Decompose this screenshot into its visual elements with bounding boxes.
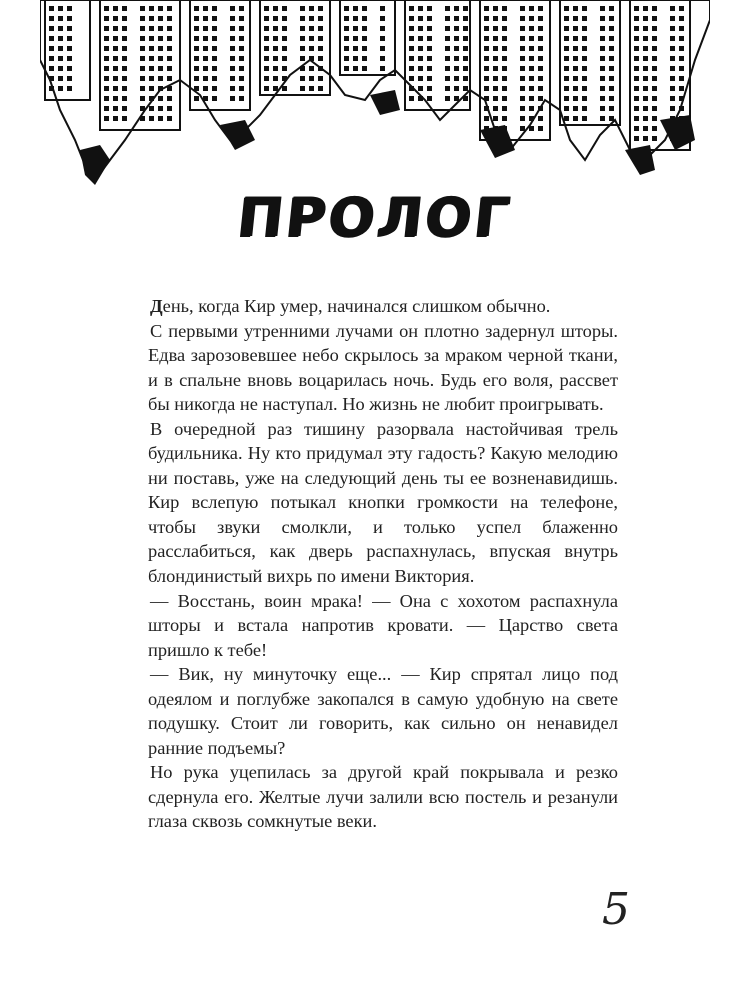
chapter-body <box>148 294 618 834</box>
paragraph: День, когда Кир умер, начинался слишком обычно. <box>150 296 551 316</box>
paragraph: В очередной раз тишину разорвала настойчивая трель будильника. Ну кто придумал эту гадость? Какую мелодию ни поставь, уже на следующий день ты ее возненавидишь. Кир вслепую потыкал кнопки громкости на телефоне, чтобы звуки смолкли, и только успел блаженно расслабиться, как дверь распахнулась, впуская внутрь блондинистый вихрь по имени Виктория. <box>148 418 618 587</box>
drop-cap: Д <box>150 296 163 316</box>
paragraph: С первыми утренними лучами он плотно задернул шторы. Едва зарозовевшее небо скрылось за мраком черной ткани, и в спальне вновь воцарилась ночь. Будь его воля, рассвет бы никогда не наступал. Но жизнь не любит проигрывать. <box>148 320 618 415</box>
city-skyline-illustration <box>40 0 710 200</box>
page-number: 5 <box>602 884 630 935</box>
paragraph: — Восстань, воин мрака! — Она с хохотом распахнула шторы и встала напротив кровати. — Царство света пришло к тебе! <box>148 590 618 660</box>
paragraph: — Вик, ну минуточку еще... — Кир спрятал лицо под одеялом и поглубже закопался в самую удобную на свете подушку. Стоит ли говорить, как сильно он ненавидел ранние подъемы? <box>148 664 618 758</box>
chapter-title: ПРОЛОГ <box>234 186 516 249</box>
paragraph: Но рука уцепилась за другой край покрывала и резко сдернула его. Желтые лучи залили всю постель и резанули глаза сквозь сомкнутые веки. <box>148 762 618 832</box>
